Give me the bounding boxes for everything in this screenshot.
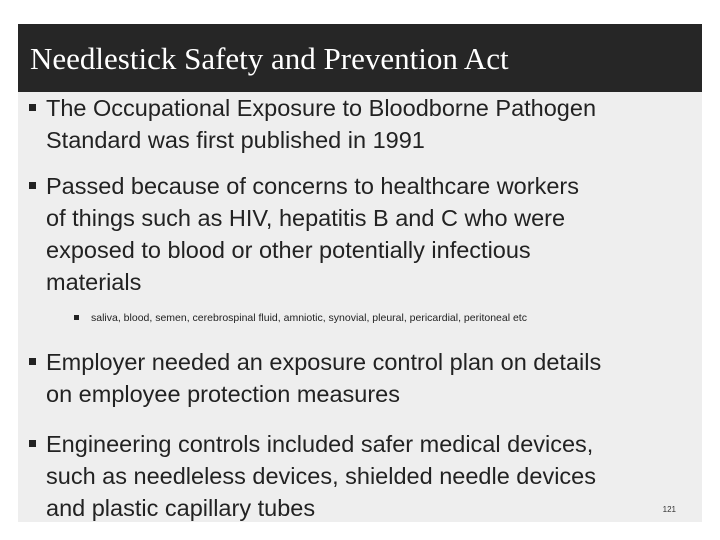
slide-content (18, 92, 702, 522)
bullet-line: and plastic capillary tubes (46, 495, 316, 521)
bullet-item-exposure-control-plan (29, 346, 702, 410)
sub-bullet-text: saliva, blood, semen, cerebrospinal fluid, amniotic, synovial, pleural, pericardial, peritoneal etc (91, 312, 527, 324)
square-bullet-icon (29, 182, 36, 189)
bullet-line: of things such as HIV, hepatitis B and C who were (46, 205, 566, 231)
bullet-line: such as needleless devices, shielded needle devices (46, 463, 596, 489)
bullet-line: on employee protection measures (46, 381, 401, 407)
page-number: 121 (662, 505, 676, 514)
bullet-line: materials (46, 269, 142, 295)
bullet-line: exposed to blood or other potentially infectious (46, 237, 531, 263)
square-bullet-icon (29, 440, 36, 447)
bullet-line: Standard was first published in 1991 (46, 127, 425, 153)
bullet-line: Engineering controls included safer medical devices, (46, 431, 594, 457)
square-bullet-icon (29, 104, 36, 111)
slide-title: Needlestick Safety and Prevention Act (30, 41, 509, 76)
bullet-list (29, 92, 702, 522)
bullet-line: Passed because of concerns to healthcare workers (46, 173, 579, 199)
square-bullet-icon (29, 358, 36, 365)
square-sub-bullet-icon (74, 315, 79, 320)
bullet-item-engineering-controls (29, 428, 702, 522)
bullet-line: The Occupational Exposure to Bloodborne Pathogen (46, 95, 597, 121)
bullet-item-bloodborne-standard (29, 92, 702, 156)
bullet-item-healthcare-worker-concerns (29, 170, 702, 326)
sub-bullet-item-infectious-materials (74, 310, 702, 326)
bullet-line: Employer needed an exposure control plan on details (46, 349, 602, 375)
